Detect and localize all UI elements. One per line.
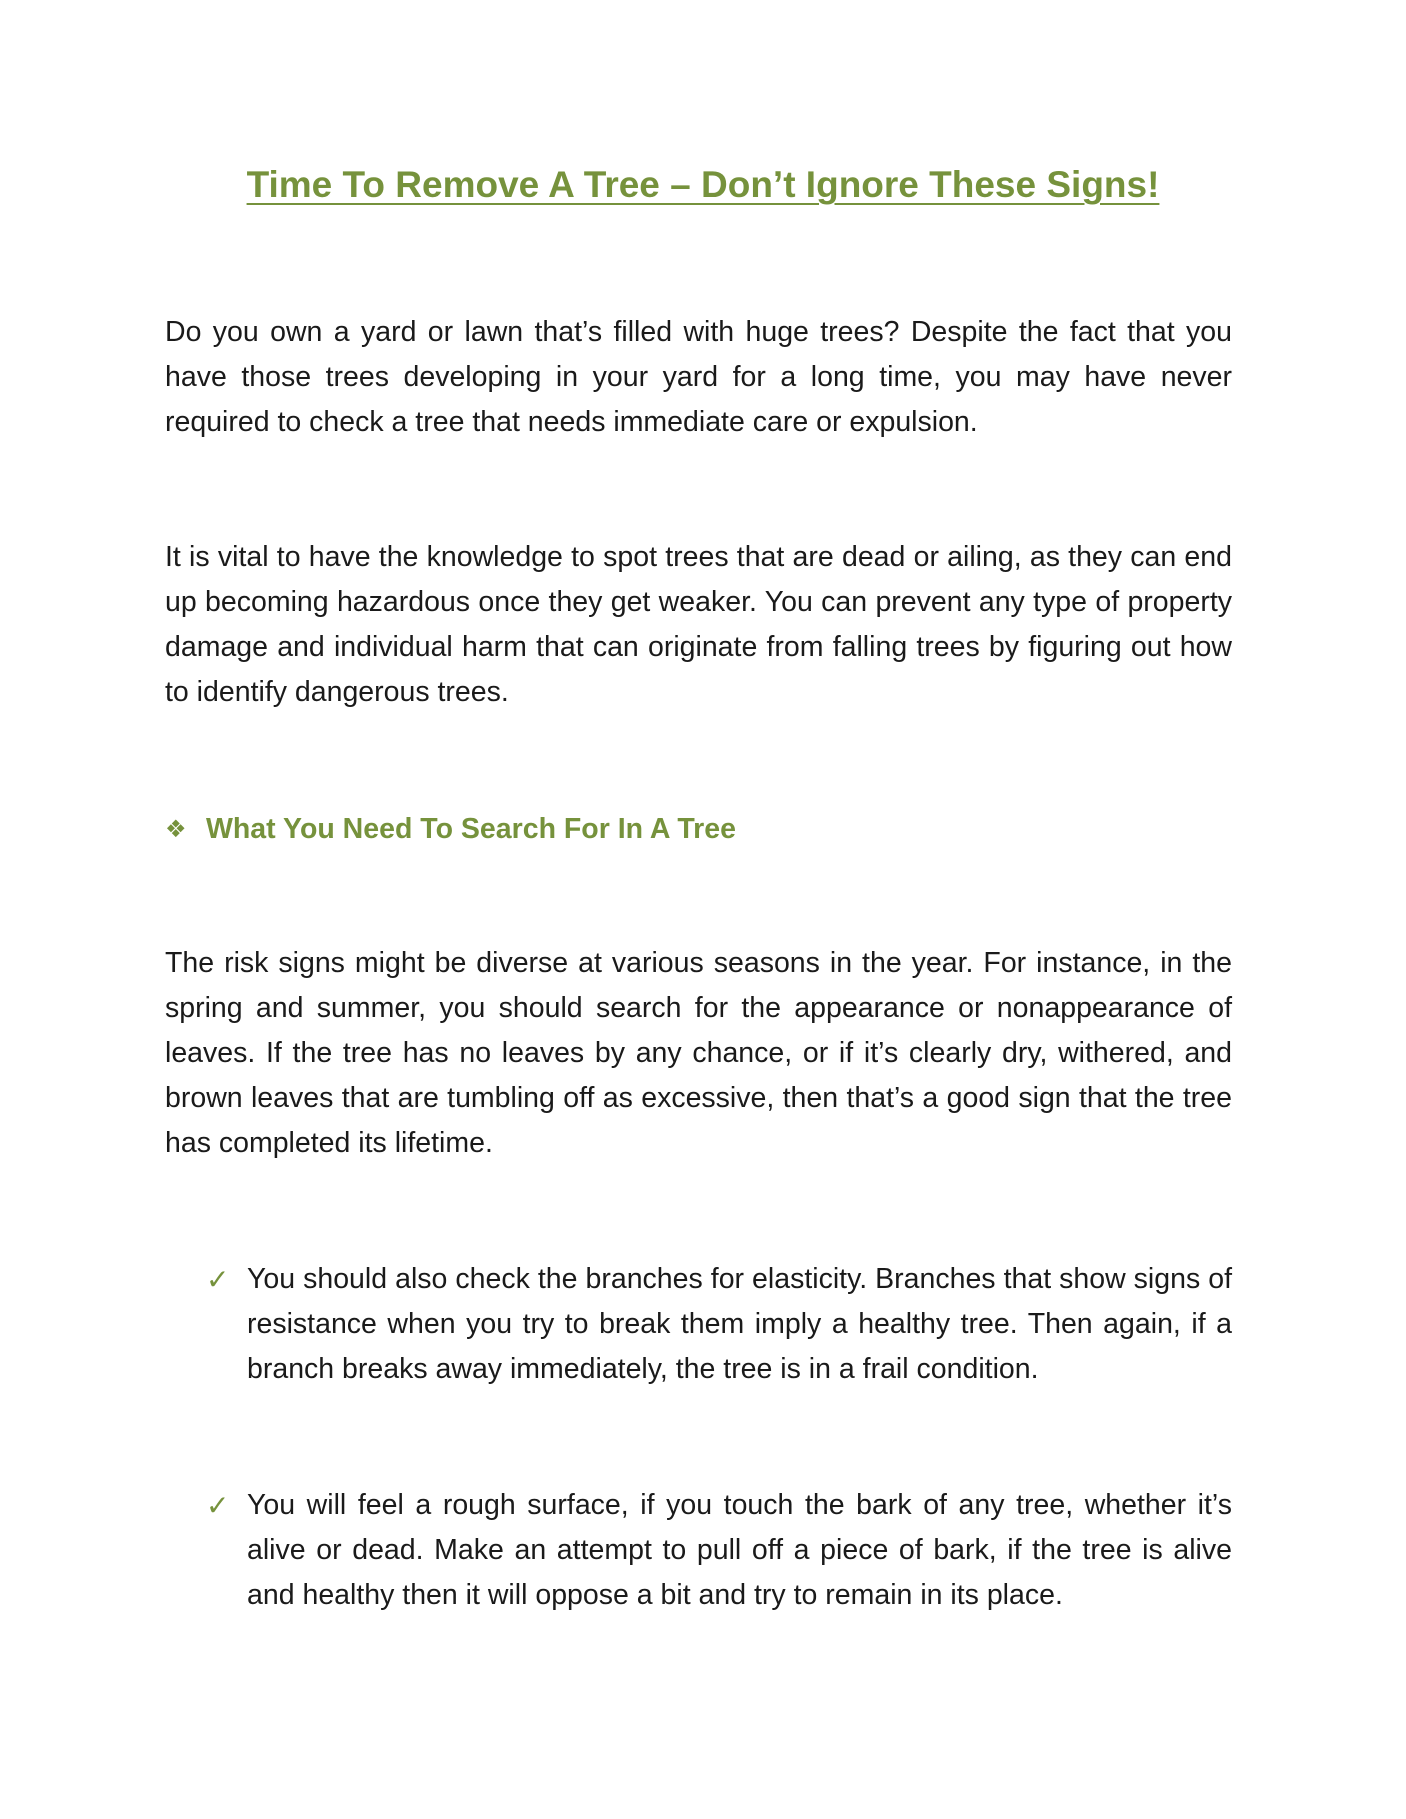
intro-paragraph: Do you own a yard or lawn that’s filled with huge trees? Despite the fact that you have those trees developing in your yard for a long time, you may have never required to check a tree that needs immediate care or expulsion. — [165, 316, 1232, 438]
checklist-item-text: You should also check the branches for elasticity. Branches that show signs of resistance when you try to break them imply a healthy tree. Then again, if a branch breaks away immediately, the tree is in a frail condition. — [247, 1263, 1232, 1385]
checklist-item-text: You will feel a rough surface, if you touch the bark of any tree, whether it’s alive or dead. Make an attempt to pull off a piece of bark, if the tree is alive and healthy then it will oppose a bit and try to remain in its place. — [247, 1489, 1232, 1611]
vital-knowledge-paragraph: It is vital to have the knowledge to spot trees that are dead or ailing, as they can end up becoming hazardous once they get weaker. You can prevent any type of property damage and individual harm that can originate from falling trees by figuring out how to identify dangerous trees. — [165, 541, 1232, 708]
checkmark-icon: ✓ — [206, 1489, 230, 1522]
section-heading — [165, 809, 736, 849]
section-heading-text: What You Need To Search For In A Tree — [206, 812, 736, 845]
checkmark-icon: ✓ — [206, 1263, 230, 1296]
risk-signs-paragraph: The risk signs might be diverse at various seasons in the year. For instance, in the spring and summer, you should search for the appearance or nonappearance of leaves. If the tree has no leaves by any chance, or if it’s clearly dry, withered, and brown leaves that are tumbling off as excessive, then that’s a good sign that the tree has completed its lifetime. — [165, 947, 1232, 1159]
checklist-item — [206, 1483, 1232, 1618]
checklist-item — [206, 1257, 1232, 1392]
page-title: Time To Remove A Tree – Don’t Ignore These Signs! — [246, 164, 1160, 205]
diamond-bullet-icon: ❖ — [165, 815, 187, 843]
